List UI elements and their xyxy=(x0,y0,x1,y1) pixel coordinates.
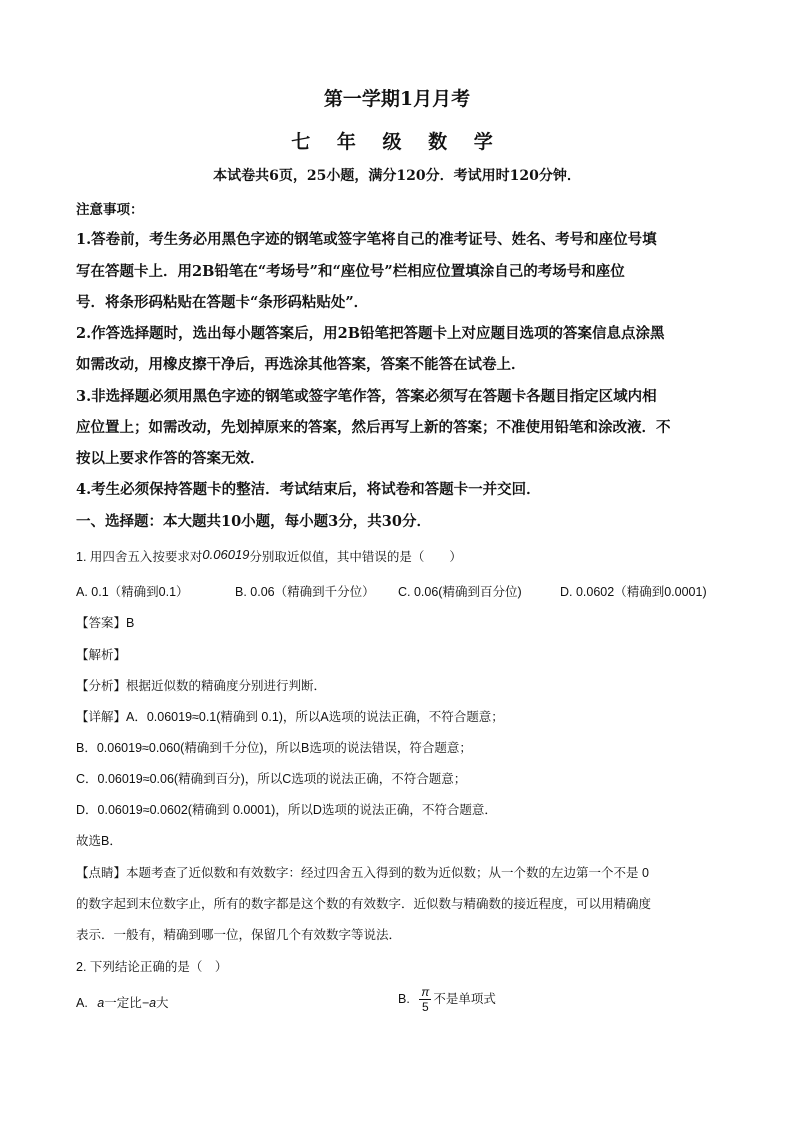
section-heading: 一、选择题：本大题共10小题，每小题3分，共30分． xyxy=(76,513,431,530)
q1-dianjing-line: 的数字起到末位数字止，所有的数字都是这个数的有效数字．近似数与精确数的接近程度，可以用精确度 xyxy=(76,897,652,911)
notes-line: 1.答卷前，考生务必用黑色字迹的钢笔或签字笔将自己的准考证号、姓名、考号和座位号填 xyxy=(76,231,657,248)
notes-line: 如需改动，用橡皮擦干净后，再选涂其他答案，答案不能答在试卷上． xyxy=(76,356,526,373)
exam-info: 本试卷共6页，25小题，满分120分．考试用时120分钟． xyxy=(213,168,581,184)
q2-option-b xyxy=(398,985,738,1014)
q1-answer: 【答案】B xyxy=(76,616,135,630)
q1-detail-line: B．0.06019≈0.060(精确到千分位)，所以B选项的说法错误，符合题意； xyxy=(76,741,472,755)
q2-option-a-label: A. xyxy=(76,996,88,1010)
notes-line: 2.作答选择题时，选出每小题答案后，用2B铅笔把答题卡上对应题目选项的答案信息点涂黑 xyxy=(76,325,665,342)
q1-detail-line: D．0.06019≈0.0602(精确到 0.0001)，所以D选项的说法正确，不符合题意． xyxy=(76,803,497,817)
notes-line: 应位置上；如需改动，先划掉原来的答案，然后再写上新的答案；不准使用铅笔和涂改液．不 xyxy=(76,419,671,436)
q2-option-b-label: B. xyxy=(398,991,410,1006)
q2-fraction xyxy=(419,985,431,1014)
notes-line: 写在答题卡上．用2B铅笔在“考场号”和“座位号”栏相应位置填涂自己的考场号和座位 xyxy=(76,263,625,280)
notes-line: 4.考生必须保持答题卡的整洁．考试结束后，将试卷和答题卡一并交回． xyxy=(76,481,541,498)
q1-analysis-tag: 【解析】 xyxy=(76,648,127,662)
q1-conclusion: 故选B． xyxy=(76,834,122,848)
q1-stem-number: 0.06019 xyxy=(202,547,250,562)
q1-stem-text: 分别取近似值，其中错误的是（ ） xyxy=(249,550,462,564)
q2-option-a-text-end: 大 xyxy=(156,996,169,1010)
notes-line: 按以上要求作答的答案无效． xyxy=(76,450,265,467)
q2-var-neg-a: −a xyxy=(141,996,157,1010)
q2-stem: 2. 下列结论正确的是（ ） xyxy=(76,960,228,974)
q2-var-a: a xyxy=(97,996,105,1010)
q2-fraction-numerator: π xyxy=(421,985,430,999)
q1-stem xyxy=(76,547,738,565)
q1-detail-line: 【详解】A．0.06019≈0.1(精确到 0.1)，所以A选项的说法正确，不符合题意； xyxy=(76,710,504,724)
q1-option-b: B. 0.06（精确到千分位） xyxy=(235,585,375,599)
exam-title: 第一学期1月月考 xyxy=(323,88,471,110)
q2-fraction-denominator: 5 xyxy=(421,1000,429,1014)
notes-heading: 注意事项： xyxy=(76,202,144,218)
q1-dianjing-line: 【点睛】本题考查了近似数和有效数字：经过四舍五入得到的数为近似数；从一个数的左边第一个不是 0 xyxy=(76,866,649,880)
q2-option-a-text: 一定比 xyxy=(104,996,142,1010)
q1-option-d: D. 0.0602（精确到0.0001) xyxy=(560,585,707,599)
q1-dianjing-line: 表示．一般有，精确到哪一位，保留几个有效数字等说法． xyxy=(76,928,402,942)
q1-option-a: A. 0.1（精确到0.1） xyxy=(76,585,189,599)
notes-line: 号．将条形码粘贴在答题卡“条形码粘贴处”． xyxy=(76,294,369,311)
q2-option-b-text: 不是单项式 xyxy=(433,991,496,1006)
q1-stem-text: 1. 用四舍五入按要求对 xyxy=(76,550,203,564)
notes-line: 3.非选择题必须用黑色字迹的钢笔或签字笔作答，答案必须写在答题卡各题目指定区域内相 xyxy=(76,388,657,405)
q1-fenxi: 【分析】根据近似数的精确度分别进行判断． xyxy=(76,679,327,693)
q1-detail-line: C．0.06019≈0.06(精确到百分)，所以C选项的说法正确，不符合题意； xyxy=(76,772,467,786)
exam-subtitle: 七 年 级 数 学 xyxy=(291,131,503,153)
q1-option-c: C. 0.06(精确到百分位) xyxy=(398,585,522,599)
